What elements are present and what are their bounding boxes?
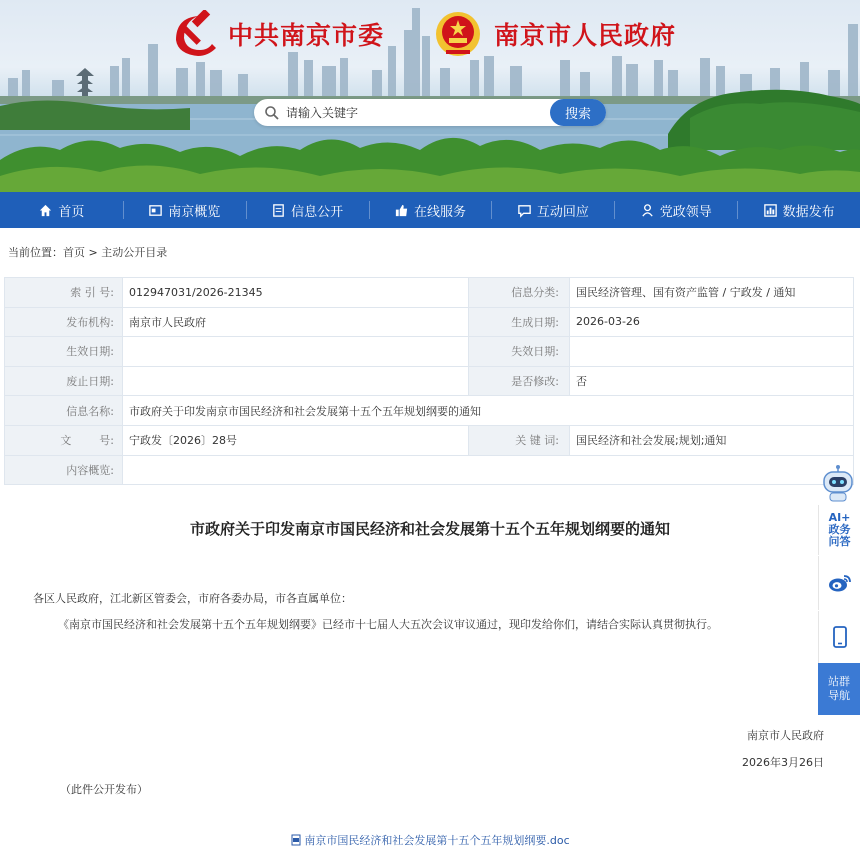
- table-row: [5, 425, 854, 455]
- abolish-date-value: [123, 366, 469, 396]
- category-value: 国民经济管理、国有资产监管 / 宁政发 / 通知: [570, 278, 854, 308]
- article-note: （此件公开发布）: [60, 783, 148, 796]
- article-signature: 南京市人民政府: [747, 729, 824, 742]
- ai-qa-line1: 政务: [828, 523, 851, 536]
- effective-date-value: [123, 337, 469, 367]
- publisher-value: 南京市人民政府: [123, 307, 469, 337]
- search-icon: [264, 105, 280, 121]
- doc-number-label: 文 号:: [5, 425, 123, 455]
- city-skyline-illustration: [0, 0, 860, 192]
- nav-item-interaction[interactable]: [491, 192, 614, 228]
- breadcrumb-current-link[interactable]: 主动公开目录: [101, 246, 168, 259]
- keywords-value: 国民经济和社会发展;规划;通知: [570, 425, 854, 455]
- site-nav-line1: 站群: [828, 675, 850, 688]
- breadcrumb-prefix: 当前位置：: [8, 246, 63, 259]
- document-metadata-table: [4, 277, 854, 485]
- hammer-sickle-icon: [168, 10, 220, 58]
- national-emblem-icon: [432, 10, 484, 58]
- ai-qa-line2: 问答: [828, 535, 851, 548]
- nav-item-leaders[interactable]: [614, 192, 737, 228]
- nav-item-data-release[interactable]: [737, 192, 860, 228]
- header-banner: [0, 0, 860, 192]
- attachment-link[interactable]: [290, 832, 569, 848]
- category-label: 信息分类:: [469, 278, 570, 308]
- nav-item-info-public[interactable]: [246, 192, 369, 228]
- site-group-nav-button[interactable]: [818, 663, 860, 715]
- mobile-button[interactable]: [818, 611, 860, 663]
- search-input[interactable]: [286, 106, 526, 120]
- summary-value: [123, 455, 854, 485]
- created-date-label: 生成日期:: [469, 307, 570, 337]
- party-committee-title: [168, 10, 384, 58]
- nav-item-overview[interactable]: [123, 192, 246, 228]
- table-row: [5, 366, 854, 396]
- chat-icon: [517, 203, 532, 218]
- nav-label: 在线服务: [414, 204, 467, 220]
- article-date: 2026年3月26日: [742, 756, 824, 769]
- overview-icon: [148, 203, 163, 218]
- search-button[interactable]: 搜索: [550, 99, 606, 126]
- table-row: [5, 307, 854, 337]
- article-body: 《南京市国民经济和社会发展第十五个五年规划纲要》已经市十七届人大五次会议审议通过，现印发给你们，请结合实际认真贯彻执行。: [58, 618, 718, 631]
- nav-label: 党政领导: [659, 204, 712, 220]
- document-icon: [290, 834, 302, 846]
- nav-label: 互动回应: [536, 204, 589, 220]
- data-icon: [763, 203, 778, 218]
- ai-robot-icon[interactable]: [818, 464, 858, 504]
- info-icon: [271, 203, 286, 218]
- nav-label: 数据发布: [782, 204, 835, 220]
- nav-item-online-service[interactable]: [369, 192, 492, 228]
- publisher-label: 发布机构:: [5, 307, 123, 337]
- leader-icon: [640, 203, 655, 218]
- info-name-label: 信息名称:: [5, 396, 123, 426]
- mobile-icon: [833, 626, 847, 648]
- modified-label: 是否修改:: [469, 366, 570, 396]
- ai-badge: AI+: [828, 511, 851, 524]
- thumb-icon: [394, 203, 409, 218]
- nav-item-home[interactable]: [0, 192, 123, 228]
- expire-date-value: [570, 337, 854, 367]
- effective-date-label: 生效日期:: [5, 337, 123, 367]
- keywords-label: 关 键 词:: [469, 425, 570, 455]
- table-row: [5, 396, 854, 426]
- index-label: 索 引 号:: [5, 278, 123, 308]
- search-bar: [254, 99, 606, 126]
- breadcrumb-home-link[interactable]: 首页: [63, 246, 85, 259]
- attachment-filename: 南京市国民经济和社会发展第十五个五年规划纲要.doc: [304, 834, 570, 847]
- article-title: 市政府关于印发南京市国民经济和社会发展第十五个五年规划纲要的通知: [189, 520, 670, 538]
- party-title-text: 中共南京市委: [228, 21, 385, 50]
- expire-date-label: 失效日期:: [469, 337, 570, 367]
- attachment: [0, 832, 860, 849]
- table-row: [5, 278, 854, 308]
- article-salutation: 各区人民政府，江北新区管委会，市府各委办局，市各直属单位：: [33, 592, 352, 605]
- main-nav: [0, 192, 860, 228]
- summary-label: 内容概览:: [5, 455, 123, 485]
- index-value: 012947031/2026-21345: [123, 278, 469, 308]
- home-icon: [38, 203, 53, 218]
- site-nav-line2: 导航: [828, 689, 850, 702]
- doc-number-value: 宁政发〔2026〕28号: [123, 425, 469, 455]
- table-row: [5, 455, 854, 485]
- nav-label: 信息公开: [291, 204, 344, 220]
- table-row: [5, 337, 854, 367]
- weibo-icon: [828, 573, 852, 593]
- government-title-text: 南京市人民政府: [494, 21, 677, 50]
- modified-value: 否: [570, 366, 854, 396]
- nav-label: 南京概览: [168, 204, 221, 220]
- breadcrumb: [8, 244, 167, 260]
- government-title: [432, 10, 676, 58]
- weibo-button[interactable]: [818, 556, 860, 610]
- abolish-date-label: 废止日期:: [5, 366, 123, 396]
- nav-label: 首页: [58, 204, 85, 220]
- created-date-value: 2026-03-26: [570, 307, 854, 337]
- breadcrumb-separator: >: [85, 246, 102, 259]
- info-name-value: 市政府关于印发南京市国民经济和社会发展第十五个五年规划纲要的通知: [123, 396, 854, 426]
- ai-qa-button[interactable]: [818, 505, 860, 555]
